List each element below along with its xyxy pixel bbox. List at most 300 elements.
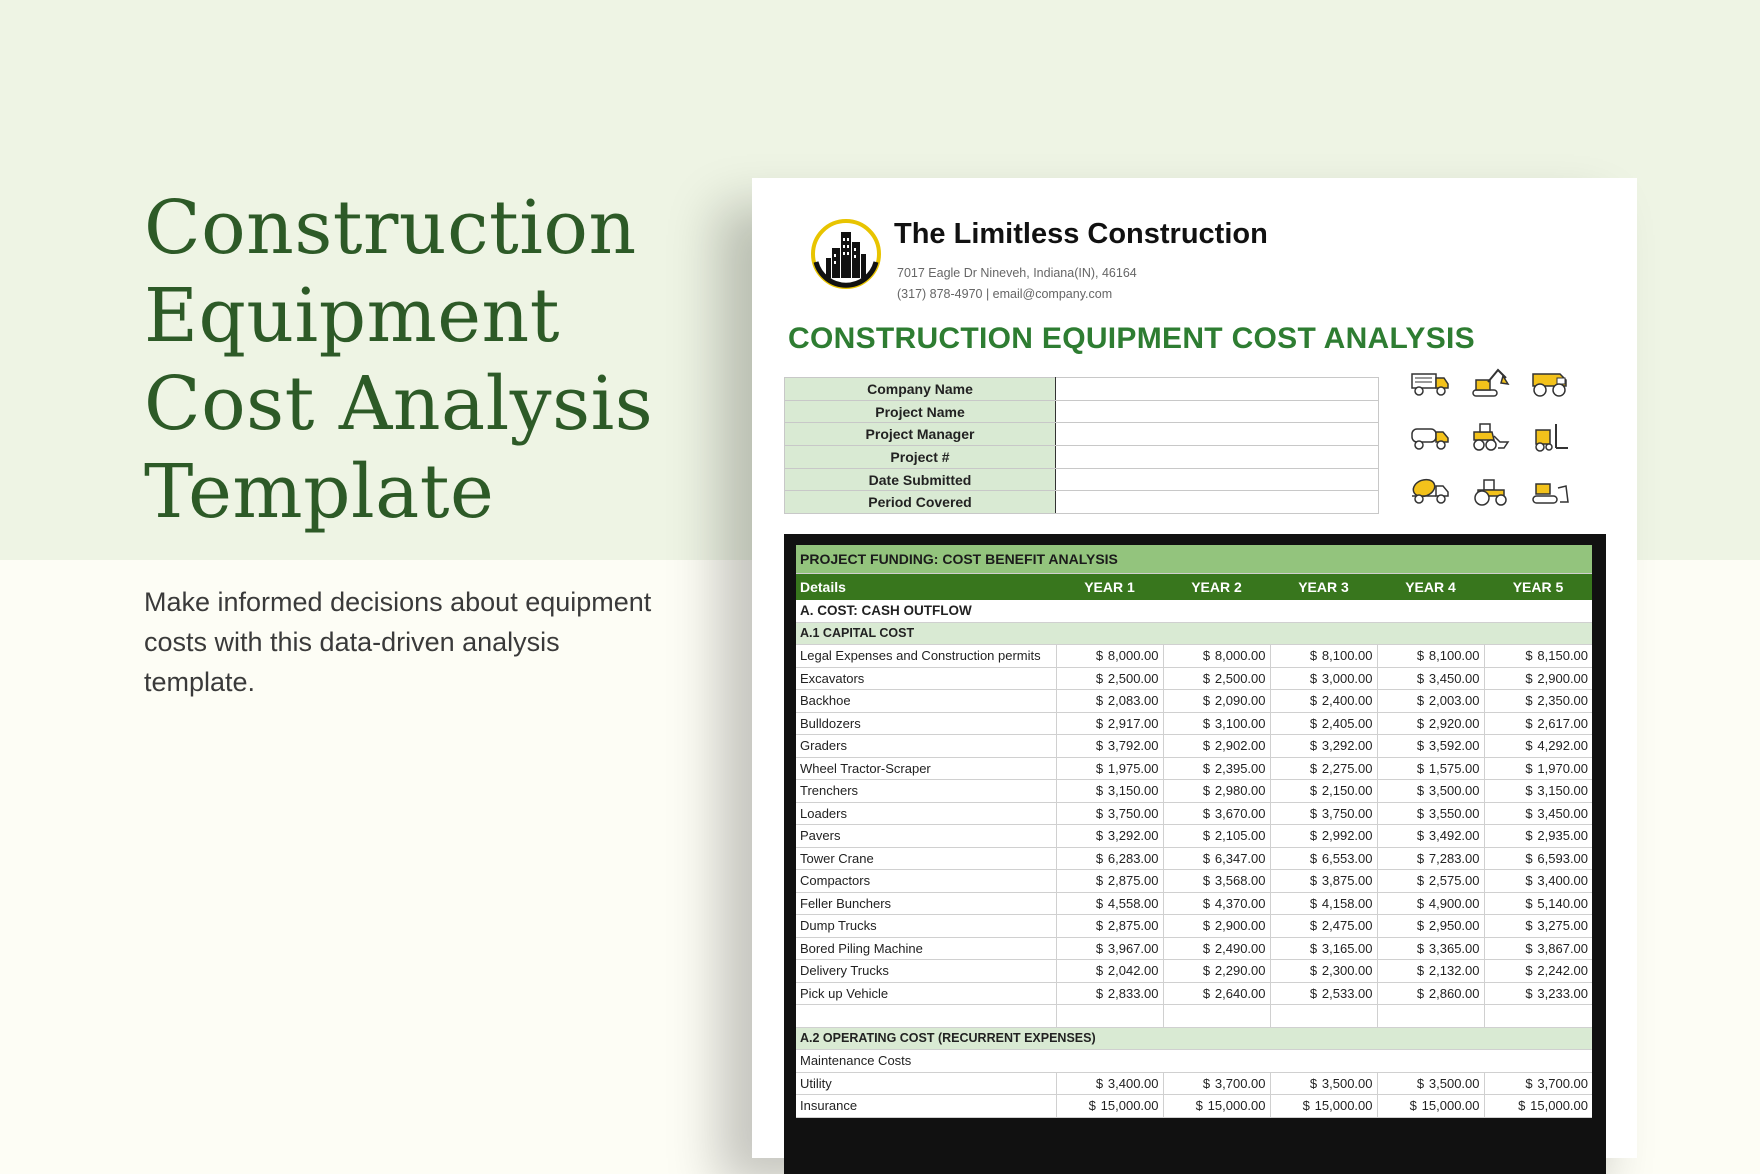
amount-value: 2,500.00 [1214,670,1266,686]
currency-symbol: $ [1416,873,1425,889]
amount-value: 3,500.00 [1428,1075,1480,1091]
currency-symbol: $ [1416,940,1425,956]
amount-value: 2,490.00 [1214,940,1266,956]
amount-cell[interactable] [1163,780,1270,803]
building-logo-icon [810,218,882,290]
company-name: The Limitless Construction [894,218,1268,250]
info-label: Project # [785,446,1056,469]
currency-symbol: $ [1095,1075,1104,1091]
currency-symbol: $ [1416,963,1425,979]
currency-symbol: $ [1309,985,1318,1001]
currency-symbol: $ [1202,850,1211,866]
currency-symbol: $ [1309,828,1318,844]
amount-value: 6,553.00 [1321,850,1373,866]
amount-cell[interactable] [1163,825,1270,848]
currency-symbol: $ [1525,918,1533,934]
amount-value: 2,617.00 [1537,715,1589,731]
row-label: Bored Piling Machine [796,937,1056,960]
currency-symbol: $ [1095,918,1104,934]
amount-cell[interactable] [1056,667,1163,690]
amount-value: 2,533.00 [1321,985,1373,1001]
hero-title-line: Cost Analysis [144,361,654,447]
amount-cell[interactable] [1056,645,1163,668]
amount-value: 3,233.00 [1537,985,1589,1001]
currency-symbol: $ [1416,783,1425,799]
amount-cell[interactable] [1163,960,1270,983]
currency-symbol: $ [1409,1098,1417,1114]
currency-symbol: $ [1416,760,1425,776]
currency-symbol: $ [1525,940,1533,956]
row-label: Wheel Tractor-Scraper [796,757,1056,780]
amount-value: 4,292.00 [1537,738,1589,754]
info-value-field[interactable] [1056,446,1379,469]
amount-cell[interactable] [1484,982,1592,1005]
amount-cell[interactable] [1056,802,1163,825]
currency-symbol: $ [1202,760,1211,776]
amount-value: 3,100.00 [1214,715,1266,731]
info-label: Project Name [785,400,1056,423]
amount-cell[interactable] [1377,802,1484,825]
amount-cell[interactable] [1163,982,1270,1005]
amount-value: 2,860.00 [1428,985,1480,1001]
table-row [796,870,1592,893]
amount-cell[interactable] [1270,712,1377,735]
amount-cell[interactable] [1163,690,1270,713]
amount-value: 4,900.00 [1428,895,1480,911]
cement-mixer-icon [1410,474,1450,508]
amount-value: 2,150.00 [1321,783,1373,799]
currency-symbol: $ [1518,1098,1526,1114]
table-row [796,780,1592,803]
currency-symbol: $ [1202,648,1211,664]
amount-cell[interactable] [1163,802,1270,825]
amount-cell[interactable] [1377,847,1484,870]
amount-value: 15,000.00 [1100,1098,1159,1114]
column-header: YEAR 3 [1270,574,1377,600]
currency-symbol: $ [1309,940,1318,956]
amount-cell[interactable] [1056,780,1163,803]
amount-cell[interactable] [1377,712,1484,735]
currency-symbol: $ [1095,783,1104,799]
currency-symbol: $ [1525,783,1533,799]
amount-value: 2,275.00 [1321,760,1373,776]
amount-cell[interactable] [1056,690,1163,713]
amount-value: 8,000.00 [1214,648,1266,664]
currency-symbol: $ [1525,873,1533,889]
column-header: YEAR 5 [1484,574,1592,600]
subsection-heading: A.1 CAPITAL COST [796,622,1592,645]
table-row [796,802,1592,825]
amount-value: 2,395.00 [1214,760,1266,776]
amount-cell[interactable] [1270,825,1377,848]
amount-cell[interactable] [1270,937,1377,960]
funding-table-frame [784,534,1606,1174]
currency-symbol: $ [1416,1075,1425,1091]
amount-value: 2,900.00 [1214,918,1266,934]
info-row [785,423,1379,446]
currency-symbol: $ [1525,805,1533,821]
amount-value: 2,950.00 [1428,918,1480,934]
template-sheet [752,178,1637,1158]
amount-value: 3,150.00 [1537,783,1589,799]
amount-cell[interactable] [1270,892,1377,915]
amount-value: 2,300.00 [1321,963,1373,979]
amount-value: 3,550.00 [1428,805,1480,821]
amount-value: 2,640.00 [1214,985,1266,1001]
amount-cell[interactable] [1163,645,1270,668]
amount-value: 2,290.00 [1214,963,1266,979]
amount-cell[interactable] [1056,735,1163,758]
table-row [796,735,1592,758]
amount-cell[interactable] [1270,960,1377,983]
amount-value: 2,575.00 [1428,873,1480,889]
currency-symbol: $ [1416,715,1425,731]
amount-value: 8,100.00 [1428,648,1480,664]
amount-cell[interactable] [1377,780,1484,803]
currency-symbol: $ [1095,693,1104,709]
currency-symbol: $ [1525,985,1533,1001]
mining-truck-icon [1530,366,1570,400]
amount-value: 3,365.00 [1428,940,1480,956]
amount-cell[interactable] [1377,982,1484,1005]
amount-cell[interactable] [1270,802,1377,825]
amount-cell[interactable] [1377,915,1484,938]
amount-cell[interactable] [1484,645,1592,668]
amount-value: 6,593.00 [1537,850,1589,866]
currency-symbol: $ [1309,783,1318,799]
amount-cell[interactable] [1270,757,1377,780]
currency-symbol: $ [1525,715,1533,731]
amount-cell[interactable] [1484,667,1592,690]
amount-cell[interactable] [1377,937,1484,960]
amount-cell[interactable] [1163,667,1270,690]
amount-cell[interactable] [1056,982,1163,1005]
currency-symbol: $ [1095,648,1104,664]
amount-cell[interactable] [1484,870,1592,893]
row-label: Dump Trucks [796,915,1056,938]
row-label: Feller Bunchers [796,892,1056,915]
amount-value: 2,875.00 [1107,918,1159,934]
amount-value: 8,000.00 [1107,648,1159,664]
equipment-icon-grid [1410,366,1600,516]
amount-cell[interactable] [1056,937,1163,960]
amount-value: 2,400.00 [1321,693,1373,709]
hero-title [144,184,704,536]
forklift-icon [1530,420,1570,454]
column-header-row [796,574,1592,600]
amount-value: 3,400.00 [1107,1075,1159,1091]
currency-symbol: $ [1095,940,1104,956]
currency-symbol: $ [1309,693,1318,709]
table-row [796,915,1592,938]
subsection-heading: A.2 OPERATING COST (RECURRENT EXPENSES) [796,1027,1592,1050]
currency-symbol: $ [1525,670,1533,686]
amount-value: 1,575.00 [1428,760,1480,776]
row-label: Backhoe [796,690,1056,713]
currency-symbol: $ [1095,715,1104,731]
table-row [796,937,1592,960]
row-label: Graders [796,735,1056,758]
amount-value: 2,935.00 [1537,828,1589,844]
currency-symbol: $ [1525,693,1533,709]
currency-symbol: $ [1202,873,1211,889]
currency-symbol: $ [1525,963,1533,979]
currency-symbol: $ [1416,648,1425,664]
hero-title-line: Template [144,449,495,535]
amount-value: 15,000.00 [1421,1098,1480,1114]
amount-cell[interactable] [1270,780,1377,803]
amount-value: 5,140.00 [1537,895,1589,911]
amount-cell[interactable] [1484,1072,1592,1095]
amount-cell[interactable] [1484,757,1592,780]
amount-cell[interactable] [1056,1072,1163,1095]
document-title: CONSTRUCTION EQUIPMENT COST ANALYSIS [788,322,1475,355]
amount-cell[interactable] [1484,1095,1592,1118]
currency-symbol: $ [1416,985,1425,1001]
currency-symbol: $ [1195,1098,1203,1114]
amount-cell[interactable] [1377,1095,1484,1118]
amount-value: 3,150.00 [1107,783,1159,799]
amount-cell[interactable] [1484,690,1592,713]
amount-cell[interactable] [1377,825,1484,848]
amount-cell[interactable] [1484,892,1592,915]
amount-cell[interactable] [1056,960,1163,983]
amount-cell[interactable] [1056,892,1163,915]
row-label: Utility [796,1072,1056,1095]
subsection-row [796,1027,1592,1050]
table-row [796,982,1592,1005]
table-row [796,757,1592,780]
currency-symbol: $ [1525,828,1533,844]
hero-title-line: Equipment [144,273,560,359]
amount-value: 2,917.00 [1107,715,1159,731]
info-value-field[interactable] [1056,378,1379,401]
amount-cell[interactable] [1163,892,1270,915]
amount-cell[interactable] [1377,645,1484,668]
amount-cell[interactable] [1270,667,1377,690]
table-row [796,960,1592,983]
maintenance-costs-heading: Maintenance Costs [796,1050,1592,1073]
currency-symbol: $ [1095,670,1104,686]
amount-cell[interactable] [1056,757,1163,780]
info-label: Company Name [785,378,1056,401]
currency-symbol: $ [1416,670,1425,686]
amount-cell[interactable] [1056,712,1163,735]
info-value-field[interactable] [1056,423,1379,446]
currency-symbol: $ [1416,850,1425,866]
amount-cell[interactable] [1270,847,1377,870]
info-value-field[interactable] [1056,400,1379,423]
amount-value: 3,700.00 [1214,1075,1266,1091]
capital-cost-rows [796,645,1592,1005]
amount-cell[interactable] [1163,757,1270,780]
amount-value: 2,132.00 [1428,963,1480,979]
amount-cell[interactable] [1270,870,1377,893]
funding-title-row [796,545,1592,574]
amount-cell[interactable] [1270,1095,1377,1118]
amount-cell[interactable] [1163,735,1270,758]
amount-cell[interactable] [1484,802,1592,825]
amount-cell[interactable] [1163,1072,1270,1095]
amount-cell[interactable] [1270,982,1377,1005]
amount-cell[interactable] [1377,757,1484,780]
amount-value: 3,165.00 [1321,940,1373,956]
info-row [785,378,1379,401]
row-label: Excavators [796,667,1056,690]
amount-value: 2,900.00 [1537,670,1589,686]
amount-value: 3,275.00 [1537,918,1589,934]
info-row [785,468,1379,491]
amount-cell[interactable] [1484,735,1592,758]
blank-row [796,1005,1592,1028]
row-label: Compactors [796,870,1056,893]
amount-cell[interactable] [1270,645,1377,668]
currency-symbol: $ [1309,805,1318,821]
amount-value: 2,090.00 [1214,693,1266,709]
amount-cell[interactable] [1163,1095,1270,1118]
amount-value: 3,500.00 [1428,783,1480,799]
amount-cell[interactable] [1270,690,1377,713]
amount-value: 15,000.00 [1314,1098,1373,1114]
row-label: Legal Expenses and Construction permits [796,645,1056,668]
amount-cell[interactable] [1163,937,1270,960]
amount-value: 3,875.00 [1321,873,1373,889]
amount-value: 3,867.00 [1537,940,1589,956]
amount-cell[interactable] [1377,667,1484,690]
currency-symbol: $ [1202,918,1211,934]
row-label: Delivery Trucks [796,960,1056,983]
amount-cell[interactable] [1056,825,1163,848]
currency-symbol: $ [1202,1075,1211,1091]
currency-symbol: $ [1202,715,1211,731]
amount-cell[interactable] [1056,870,1163,893]
currency-symbol: $ [1202,895,1211,911]
currency-symbol: $ [1309,760,1318,776]
amount-cell[interactable] [1484,847,1592,870]
amount-value: 3,292.00 [1107,828,1159,844]
subheading-row [796,1050,1592,1073]
amount-value: 7,283.00 [1428,850,1480,866]
currency-symbol: $ [1525,1075,1533,1091]
info-row [785,446,1379,469]
amount-cell[interactable] [1484,825,1592,848]
table-row [796,690,1592,713]
info-row [785,491,1379,514]
amount-cell[interactable] [1484,712,1592,735]
amount-cell[interactable] [1056,915,1163,938]
amount-value: 3,967.00 [1107,940,1159,956]
currency-symbol: $ [1416,805,1425,821]
amount-cell[interactable] [1484,915,1592,938]
amount-value: 2,350.00 [1537,693,1589,709]
amount-cell[interactable] [1270,1072,1377,1095]
amount-value: 3,450.00 [1428,670,1480,686]
amount-cell[interactable] [1377,735,1484,758]
info-value-field[interactable] [1056,468,1379,491]
amount-value: 4,370.00 [1214,895,1266,911]
column-header: Details [796,574,1056,600]
amount-value: 2,833.00 [1107,985,1159,1001]
info-value-field[interactable] [1056,491,1379,514]
amount-cell[interactable] [1484,960,1592,983]
amount-value: 15,000.00 [1207,1098,1266,1114]
column-header: YEAR 4 [1377,574,1484,600]
currency-symbol: $ [1416,738,1425,754]
amount-cell[interactable] [1377,870,1484,893]
currency-symbol: $ [1525,760,1533,776]
amount-cell[interactable] [1163,870,1270,893]
row-label: Trenchers [796,780,1056,803]
currency-symbol: $ [1525,895,1533,911]
amount-value: 3,400.00 [1537,873,1589,889]
currency-symbol: $ [1202,805,1211,821]
currency-symbol: $ [1202,940,1211,956]
amount-cell[interactable] [1484,780,1592,803]
amount-cell[interactable] [1270,915,1377,938]
amount-value: 3,500.00 [1321,1075,1373,1091]
section-heading-row [796,600,1592,623]
amount-cell[interactable] [1377,1072,1484,1095]
bulldozer-icon [1530,474,1570,508]
amount-value: 3,750.00 [1321,805,1373,821]
amount-cell[interactable] [1377,892,1484,915]
hero-title-line: Construction [144,185,637,271]
table-row [796,825,1592,848]
amount-value: 3,000.00 [1321,670,1373,686]
currency-symbol: $ [1095,738,1104,754]
currency-symbol: $ [1202,738,1211,754]
currency-symbol: $ [1095,760,1104,776]
amount-cell[interactable] [1270,735,1377,758]
amount-cell[interactable] [1484,937,1592,960]
amount-cell[interactable] [1377,960,1484,983]
currency-symbol: $ [1202,693,1211,709]
amount-value: 6,283.00 [1107,850,1159,866]
currency-symbol: $ [1416,918,1425,934]
table-row [796,667,1592,690]
currency-symbol: $ [1095,963,1104,979]
amount-value: 2,242.00 [1537,963,1589,979]
operating-cost-rows [796,1072,1592,1117]
amount-cell[interactable] [1056,1095,1163,1118]
row-label: Insurance [796,1095,1056,1118]
amount-cell[interactable] [1056,847,1163,870]
tractor-icon [1470,474,1510,508]
amount-value: 2,992.00 [1321,828,1373,844]
funding-title: PROJECT FUNDING: COST BENEFIT ANALYSIS [796,545,1592,574]
currency-symbol: $ [1309,738,1318,754]
amount-cell[interactable] [1163,712,1270,735]
currency-symbol: $ [1309,670,1318,686]
subsection-row [796,622,1592,645]
table-row [796,892,1592,915]
amount-cell[interactable] [1377,690,1484,713]
amount-value: 3,592.00 [1428,738,1480,754]
currency-symbol: $ [1095,850,1104,866]
currency-symbol: $ [1416,828,1425,844]
amount-value: 8,100.00 [1321,648,1373,664]
row-label: Bulldozers [796,712,1056,735]
amount-cell[interactable] [1163,847,1270,870]
column-header: YEAR 1 [1056,574,1163,600]
info-row [785,400,1379,423]
amount-value: 2,405.00 [1321,715,1373,731]
amount-cell[interactable] [1163,915,1270,938]
currency-symbol: $ [1416,895,1425,911]
row-label: Pick up Vehicle [796,982,1056,1005]
currency-symbol: $ [1095,828,1104,844]
currency-symbol: $ [1309,918,1318,934]
